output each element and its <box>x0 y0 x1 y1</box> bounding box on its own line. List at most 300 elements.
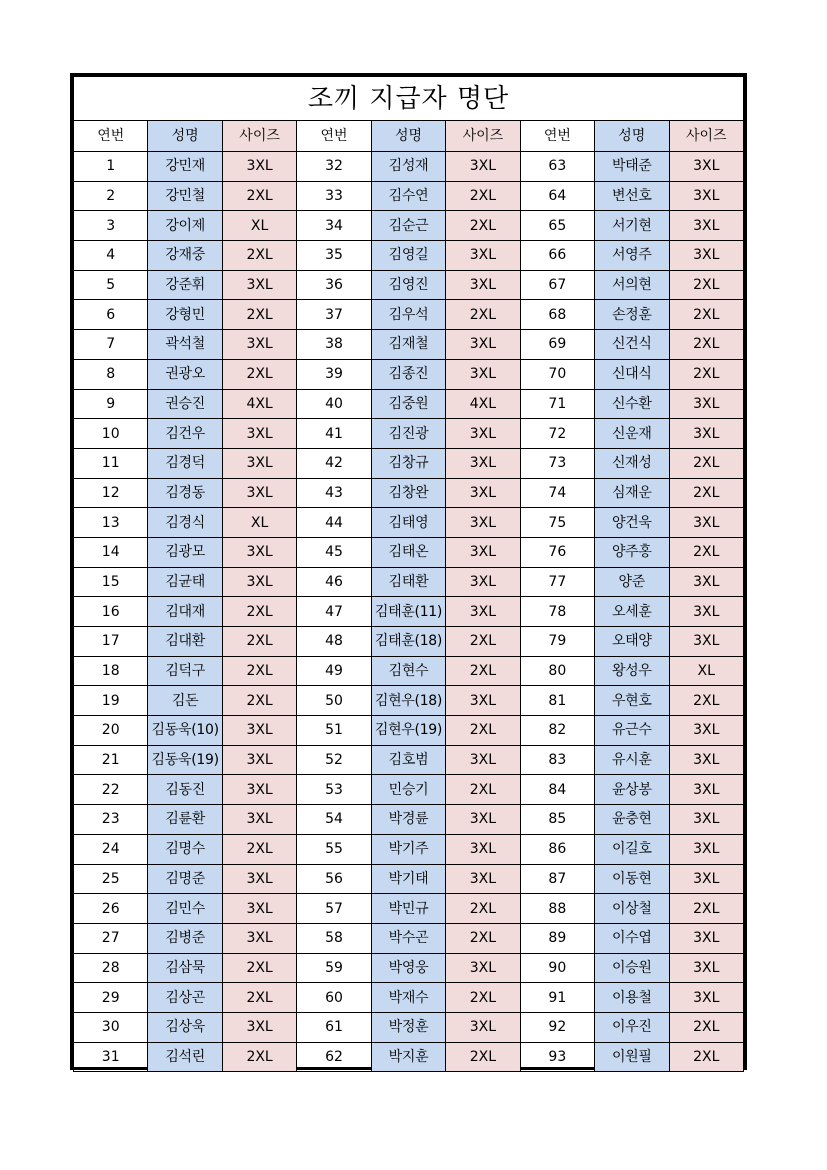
table-row <box>74 537 744 567</box>
table-row <box>74 686 744 716</box>
cell-name: 김진광 <box>371 419 445 449</box>
cell-no: 1 <box>74 152 148 182</box>
cell-name: 윤충현 <box>595 805 669 835</box>
cell-no: 60 <box>297 983 371 1013</box>
cell-name: 김건우 <box>148 419 222 449</box>
cell-name: 김성재 <box>371 152 445 182</box>
table-row <box>74 1042 744 1072</box>
cell-name: 변선호 <box>595 181 669 211</box>
roster-table <box>73 76 744 1072</box>
cell-no: 87 <box>520 864 594 894</box>
cell-no: 17 <box>74 627 148 657</box>
cell-no: 34 <box>297 211 371 241</box>
cell-no: 22 <box>74 775 148 805</box>
cell-name: 김우석 <box>371 300 445 330</box>
cell-size: 4XL <box>446 389 520 419</box>
cell-size: 2XL <box>446 211 520 241</box>
cell-no: 70 <box>520 359 594 389</box>
cell-name: 우현호 <box>595 686 669 716</box>
cell-name: 김동욱(19) <box>148 745 222 775</box>
cell-name: 심재운 <box>595 478 669 508</box>
cell-name: 이수엽 <box>595 923 669 953</box>
cell-size: 3XL <box>222 419 296 449</box>
cell-size: 3XL <box>222 270 296 300</box>
cell-name: 김경덕 <box>148 448 222 478</box>
cell-no: 92 <box>520 1012 594 1042</box>
table-row <box>74 211 744 241</box>
cell-size: 2XL <box>446 627 520 657</box>
cell-no: 9 <box>74 389 148 419</box>
cell-size: 3XL <box>446 359 520 389</box>
cell-size: 2XL <box>222 834 296 864</box>
cell-name: 김태온 <box>371 537 445 567</box>
cell-size: 3XL <box>222 864 296 894</box>
cell-size: 3XL <box>446 537 520 567</box>
cell-no: 77 <box>520 567 594 597</box>
cell-size: 2XL <box>669 330 744 360</box>
cell-size: 2XL <box>446 716 520 746</box>
cell-size: 3XL <box>446 567 520 597</box>
cell-name: 박재수 <box>371 983 445 1013</box>
cell-no: 12 <box>74 478 148 508</box>
table-row <box>74 1012 744 1042</box>
cell-no: 88 <box>520 894 594 924</box>
cell-no: 54 <box>297 805 371 835</box>
cell-name: 신운재 <box>595 419 669 449</box>
cell-no: 15 <box>74 567 148 597</box>
cell-no: 51 <box>297 716 371 746</box>
cell-size: 2XL <box>669 537 744 567</box>
cell-name: 김동욱(10) <box>148 716 222 746</box>
table-row <box>74 359 744 389</box>
cell-name: 김균태 <box>148 567 222 597</box>
table-row <box>74 448 744 478</box>
cell-no: 55 <box>297 834 371 864</box>
cell-name: 박태준 <box>595 152 669 182</box>
cell-size: 3XL <box>669 983 744 1013</box>
cell-no: 41 <box>297 419 371 449</box>
cell-no: 82 <box>520 716 594 746</box>
table-row <box>74 805 744 835</box>
cell-size: 3XL <box>669 805 744 835</box>
cell-name: 김덕구 <box>148 656 222 686</box>
cell-name: 박경륜 <box>371 805 445 835</box>
cell-size: 3XL <box>669 775 744 805</box>
cell-no: 48 <box>297 627 371 657</box>
table-row <box>74 389 744 419</box>
cell-no: 31 <box>74 1042 148 1072</box>
cell-name: 이우진 <box>595 1012 669 1042</box>
cell-name: 강이제 <box>148 211 222 241</box>
cell-no: 85 <box>520 805 594 835</box>
cell-name: 박기태 <box>371 864 445 894</box>
cell-no: 89 <box>520 923 594 953</box>
header-size: 사이즈 <box>222 121 296 152</box>
cell-no: 57 <box>297 894 371 924</box>
header-no: 연번 <box>297 121 371 152</box>
page-title: 조끼 지급자 명단 <box>74 77 744 121</box>
cell-size: 2XL <box>446 300 520 330</box>
cell-size: 2XL <box>669 448 744 478</box>
cell-name: 김명수 <box>148 834 222 864</box>
cell-size: 2XL <box>669 359 744 389</box>
cell-no: 7 <box>74 330 148 360</box>
cell-name: 김상욱 <box>148 1012 222 1042</box>
cell-name: 김경식 <box>148 508 222 538</box>
cell-size: 3XL <box>669 567 744 597</box>
cell-size: 2XL <box>669 894 744 924</box>
cell-size: 2XL <box>222 686 296 716</box>
cell-size: 2XL <box>222 953 296 983</box>
cell-size: 3XL <box>446 241 520 271</box>
cell-name: 강재중 <box>148 241 222 271</box>
cell-name: 김대환 <box>148 627 222 657</box>
cell-no: 83 <box>520 745 594 775</box>
cell-name: 김민수 <box>148 894 222 924</box>
cell-name: 김병준 <box>148 923 222 953</box>
cell-name: 김석린 <box>148 1042 222 1072</box>
cell-size: XL <box>669 656 744 686</box>
cell-size: 2XL <box>669 686 744 716</box>
cell-name: 박지훈 <box>371 1042 445 1072</box>
cell-no: 25 <box>74 864 148 894</box>
cell-size: 3XL <box>222 923 296 953</box>
table-row <box>74 983 744 1013</box>
cell-size: 3XL <box>669 389 744 419</box>
cell-size: 3XL <box>669 597 744 627</box>
cell-name: 김태훈(11) <box>371 597 445 627</box>
cell-size: 3XL <box>669 953 744 983</box>
cell-size: 2XL <box>446 983 520 1013</box>
cell-size: 2XL <box>446 656 520 686</box>
cell-size: 3XL <box>669 923 744 953</box>
cell-no: 36 <box>297 270 371 300</box>
header-size: 사이즈 <box>669 121 744 152</box>
cell-no: 91 <box>520 983 594 1013</box>
cell-size: 3XL <box>222 478 296 508</box>
cell-size: 3XL <box>669 419 744 449</box>
cell-name: 민승기 <box>371 775 445 805</box>
cell-no: 45 <box>297 537 371 567</box>
cell-size: 3XL <box>222 537 296 567</box>
cell-no: 47 <box>297 597 371 627</box>
table-row <box>74 419 744 449</box>
cell-no: 63 <box>520 152 594 182</box>
cell-no: 21 <box>74 745 148 775</box>
cell-size: 2XL <box>669 478 744 508</box>
cell-no: 10 <box>74 419 148 449</box>
cell-size: 2XL <box>446 775 520 805</box>
cell-size: 3XL <box>446 745 520 775</box>
cell-no: 73 <box>520 448 594 478</box>
cell-size: 3XL <box>222 775 296 805</box>
table-row <box>74 775 744 805</box>
cell-name: 김중원 <box>371 389 445 419</box>
cell-name: 김현수 <box>371 656 445 686</box>
cell-no: 68 <box>520 300 594 330</box>
cell-no: 84 <box>520 775 594 805</box>
cell-size: 3XL <box>446 478 520 508</box>
table-row <box>74 567 744 597</box>
cell-size: 3XL <box>446 448 520 478</box>
cell-name: 손정훈 <box>595 300 669 330</box>
cell-size: 3XL <box>669 508 744 538</box>
cell-size: 3XL <box>446 834 520 864</box>
cell-size: 3XL <box>446 953 520 983</box>
cell-no: 18 <box>74 656 148 686</box>
cell-no: 3 <box>74 211 148 241</box>
header-no: 연번 <box>520 121 594 152</box>
cell-size: 2XL <box>222 1042 296 1072</box>
cell-no: 11 <box>74 448 148 478</box>
cell-name: 박수곤 <box>371 923 445 953</box>
cell-name: 이동현 <box>595 864 669 894</box>
cell-name: 박영웅 <box>371 953 445 983</box>
cell-no: 13 <box>74 508 148 538</box>
cell-name: 신건식 <box>595 330 669 360</box>
cell-size: 3XL <box>446 508 520 538</box>
cell-no: 5 <box>74 270 148 300</box>
cell-no: 4 <box>74 241 148 271</box>
cell-no: 29 <box>74 983 148 1013</box>
cell-no: 39 <box>297 359 371 389</box>
table-row <box>74 597 744 627</box>
cell-no: 27 <box>74 923 148 953</box>
cell-no: 16 <box>74 597 148 627</box>
table-row <box>74 152 744 182</box>
table-row <box>74 181 744 211</box>
cell-name: 신대식 <box>595 359 669 389</box>
cell-name: 이승원 <box>595 953 669 983</box>
cell-name: 이원필 <box>595 1042 669 1072</box>
cell-name: 양준 <box>595 567 669 597</box>
cell-name: 김호범 <box>371 745 445 775</box>
cell-size: 3XL <box>446 597 520 627</box>
cell-no: 75 <box>520 508 594 538</box>
cell-name: 서기현 <box>595 211 669 241</box>
cell-size: 3XL <box>446 270 520 300</box>
cell-no: 72 <box>520 419 594 449</box>
cell-no: 81 <box>520 686 594 716</box>
cell-no: 42 <box>297 448 371 478</box>
cell-name: 김태훈(18) <box>371 627 445 657</box>
cell-name: 강민철 <box>148 181 222 211</box>
cell-no: 69 <box>520 330 594 360</box>
cell-size: 2XL <box>222 300 296 330</box>
cell-size: 3XL <box>222 805 296 835</box>
cell-no: 86 <box>520 834 594 864</box>
cell-size: 3XL <box>222 448 296 478</box>
table-row <box>74 508 744 538</box>
cell-no: 2 <box>74 181 148 211</box>
cell-size: XL <box>222 508 296 538</box>
cell-size: 3XL <box>446 1012 520 1042</box>
cell-no: 33 <box>297 181 371 211</box>
cell-name: 권승진 <box>148 389 222 419</box>
cell-no: 74 <box>520 478 594 508</box>
cell-size: 3XL <box>669 241 744 271</box>
cell-no: 50 <box>297 686 371 716</box>
cell-no: 32 <box>297 152 371 182</box>
cell-name: 김현우(19) <box>371 716 445 746</box>
table-row <box>74 745 744 775</box>
table-row <box>74 716 744 746</box>
cell-no: 62 <box>297 1042 371 1072</box>
cell-size: 3XL <box>446 686 520 716</box>
cell-size: 4XL <box>222 389 296 419</box>
cell-no: 61 <box>297 1012 371 1042</box>
cell-no: 26 <box>74 894 148 924</box>
cell-no: 40 <box>297 389 371 419</box>
cell-name: 김영진 <box>371 270 445 300</box>
cell-name: 김순근 <box>371 211 445 241</box>
cell-name: 김대재 <box>148 597 222 627</box>
cell-name: 김명준 <box>148 864 222 894</box>
cell-name: 박민규 <box>371 894 445 924</box>
cell-name: 윤상봉 <box>595 775 669 805</box>
cell-size: 3XL <box>669 864 744 894</box>
cell-no: 30 <box>74 1012 148 1042</box>
cell-name: 김종진 <box>371 359 445 389</box>
cell-name: 김삼묵 <box>148 953 222 983</box>
cell-no: 79 <box>520 627 594 657</box>
header-name: 성명 <box>371 121 445 152</box>
cell-name: 박기주 <box>371 834 445 864</box>
cell-no: 78 <box>520 597 594 627</box>
cell-size: XL <box>222 211 296 241</box>
cell-name: 오태양 <box>595 627 669 657</box>
header-name: 성명 <box>595 121 669 152</box>
cell-name: 김동진 <box>148 775 222 805</box>
cell-size: 2XL <box>222 597 296 627</box>
cell-name: 서영주 <box>595 241 669 271</box>
cell-size: 2XL <box>669 300 744 330</box>
table-row <box>74 270 744 300</box>
cell-size: 2XL <box>222 241 296 271</box>
cell-no: 37 <box>297 300 371 330</box>
title-row <box>74 77 744 121</box>
table-row <box>74 656 744 686</box>
cell-no: 24 <box>74 834 148 864</box>
cell-size: 3XL <box>669 834 744 864</box>
cell-size: 2XL <box>222 983 296 1013</box>
cell-size: 2XL <box>669 270 744 300</box>
cell-name: 김경동 <box>148 478 222 508</box>
header-no: 연번 <box>74 121 148 152</box>
cell-name: 박정훈 <box>371 1012 445 1042</box>
cell-no: 90 <box>520 953 594 983</box>
cell-name: 이용철 <box>595 983 669 1013</box>
cell-name: 강준휘 <box>148 270 222 300</box>
cell-size: 2XL <box>446 894 520 924</box>
cell-name: 이상철 <box>595 894 669 924</box>
table-row <box>74 478 744 508</box>
table-row <box>74 300 744 330</box>
cell-name: 김상곤 <box>148 983 222 1013</box>
cell-name: 김수연 <box>371 181 445 211</box>
cell-size: 3XL <box>446 419 520 449</box>
cell-size: 2XL <box>446 923 520 953</box>
cell-name: 오세훈 <box>595 597 669 627</box>
cell-no: 76 <box>520 537 594 567</box>
cell-no: 71 <box>520 389 594 419</box>
cell-no: 93 <box>520 1042 594 1072</box>
cell-no: 56 <box>297 864 371 894</box>
cell-name: 이길호 <box>595 834 669 864</box>
cell-name: 김재철 <box>371 330 445 360</box>
cell-name: 신수환 <box>595 389 669 419</box>
cell-size: 3XL <box>669 716 744 746</box>
cell-no: 53 <box>297 775 371 805</box>
cell-name: 김태환 <box>371 567 445 597</box>
cell-no: 49 <box>297 656 371 686</box>
cell-size: 3XL <box>669 211 744 241</box>
cell-name: 양건욱 <box>595 508 669 538</box>
table-row <box>74 834 744 864</box>
cell-no: 35 <box>297 241 371 271</box>
cell-size: 3XL <box>222 894 296 924</box>
header-name: 성명 <box>148 121 222 152</box>
cell-no: 66 <box>520 241 594 271</box>
cell-name: 유근수 <box>595 716 669 746</box>
cell-size: 2XL <box>446 1042 520 1072</box>
cell-name: 김현우(18) <box>371 686 445 716</box>
cell-size: 3XL <box>222 567 296 597</box>
cell-name: 신재성 <box>595 448 669 478</box>
table-row <box>74 894 744 924</box>
cell-name: 김영길 <box>371 241 445 271</box>
table-row <box>74 330 744 360</box>
cell-size: 2XL <box>446 181 520 211</box>
cell-size: 2XL <box>669 1012 744 1042</box>
cell-name: 서의현 <box>595 270 669 300</box>
cell-name: 김창규 <box>371 448 445 478</box>
table-row <box>74 923 744 953</box>
cell-no: 65 <box>520 211 594 241</box>
cell-no: 44 <box>297 508 371 538</box>
cell-name: 강형민 <box>148 300 222 330</box>
cell-size: 3XL <box>669 745 744 775</box>
cell-no: 59 <box>297 953 371 983</box>
cell-no: 64 <box>520 181 594 211</box>
cell-name: 김창완 <box>371 478 445 508</box>
cell-no: 80 <box>520 656 594 686</box>
cell-size: 2XL <box>669 1042 744 1072</box>
cell-no: 23 <box>74 805 148 835</box>
cell-size: 3XL <box>446 152 520 182</box>
cell-name: 강민재 <box>148 152 222 182</box>
cell-size: 2XL <box>222 359 296 389</box>
cell-size: 3XL <box>669 152 744 182</box>
cell-size: 3XL <box>669 181 744 211</box>
cell-name: 김돈 <box>148 686 222 716</box>
cell-name: 왕성우 <box>595 656 669 686</box>
cell-size: 3XL <box>446 805 520 835</box>
cell-no: 14 <box>74 537 148 567</box>
roster-body <box>74 152 744 1072</box>
cell-no: 46 <box>297 567 371 597</box>
table-row <box>74 627 744 657</box>
roster-sheet <box>70 73 747 1070</box>
cell-no: 8 <box>74 359 148 389</box>
cell-size: 2XL <box>222 656 296 686</box>
header-size: 사이즈 <box>446 121 520 152</box>
cell-name: 김광모 <box>148 537 222 567</box>
cell-no: 52 <box>297 745 371 775</box>
cell-name: 양주홍 <box>595 537 669 567</box>
cell-size: 3XL <box>446 864 520 894</box>
cell-size: 3XL <box>446 330 520 360</box>
